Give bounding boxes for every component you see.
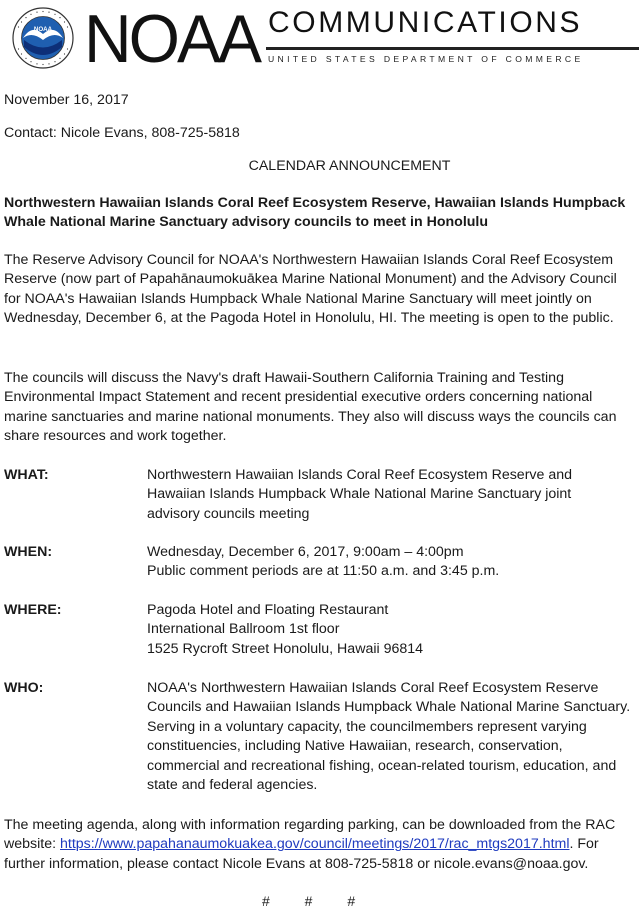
noaa-wordmark: NOAA xyxy=(84,0,260,77)
where-room: International Ballroom 1st floor xyxy=(147,621,340,638)
noaa-seal-logo xyxy=(12,7,74,69)
letterhead xyxy=(0,0,639,80)
closing-contact-text: . For further information, please contact Nicole Evans at 808-725-5818 or nicole.evans@noaa.gov. xyxy=(4,836,599,872)
announcement-type: CALENDAR ANNOUNCEMENT xyxy=(248,158,451,174)
department-subtitle: UNITED STATES DEPARTMENT OF COMMERCE xyxy=(268,54,584,64)
what-label: WHAT: xyxy=(4,467,49,483)
release-date: November 16, 2017 xyxy=(4,92,129,108)
headline: Northwestern Hawaiian Islands Coral Reef Ecosystem Reserve, Hawaiian Islands Humpback Whale National Marine Sanctuary advisory councils to meet in Honolulu xyxy=(4,195,626,231)
where-label: WHERE: xyxy=(4,602,62,618)
where-value xyxy=(147,601,635,659)
intro-paragraph: The Reserve Advisory Council for NOAA's Northwestern Hawaiian Islands Coral Reef Ecosystem Reserve (now part of Papahānaumokuākea Marine National Monument) and the Advisory Council for NOAA's Hawaiian Islands Humpback Whale National Marine Sanctuary will meet jointly on Wednesday, December 6, at the Pagoda Hotel in Honolulu, HI. The meeting is open to the public. xyxy=(4,252,617,327)
closing-paragraph xyxy=(4,816,632,874)
where-address: 1525 Rycroft Street Honolulu, Hawaii 96814 xyxy=(147,640,424,657)
when-value xyxy=(147,543,635,582)
svg-text:NOAA: NOAA xyxy=(33,26,53,33)
where-venue: Pagoda Hotel and Floating Restaurant xyxy=(147,602,389,618)
end-marks: # # # xyxy=(262,893,356,909)
what-value: Northwestern Hawaiian Islands Coral Reef Ecosystem Reserve and Hawaiian Islands Humpback Whale National Marine Sanctuary joint advisory councils meeting xyxy=(147,467,573,522)
when-label: WHEN: xyxy=(4,544,53,560)
header-rule xyxy=(266,47,639,50)
rac-website-link[interactable]: https://www.papahanaumokuakea.gov/council/meetings/2017/rac_mtgs2017.html xyxy=(60,836,570,853)
contact-line: Contact: Nicole Evans, 808-725-5818 xyxy=(4,125,240,141)
closing-text: The meeting agenda, along with information regarding parking, can be downloaded from the RAC website: xyxy=(4,817,616,853)
when-time: Wednesday, December 6, 2017, 9:00am – 4:00pm xyxy=(147,544,464,560)
discussion-paragraph: The councils will discuss the Navy's draft Hawaii-Southern California Training and Testing Environmental Impact Statement and recent presidential executive orders concerning national marine sanctuaries and marine national monuments. They also will discuss ways the councils can share resources and work together. xyxy=(4,370,617,445)
communications-title: COMMUNICATIONS xyxy=(268,6,583,39)
when-comment-periods: Public comment periods are at 11:50 a.m. and 3:45 p.m. xyxy=(147,563,500,580)
who-label: WHO: xyxy=(4,680,44,696)
who-value: NOAA's Northwestern Hawaiian Islands Coral Reef Ecosystem Reserve Councils and Hawaiian Islands Humpback Whale National Marine Sanctuary. Serving in a voluntary capacity, the councilmembers represent varying constituencies, including Native Hawaiian, research, conservation, commercial and recreational fishing, ocean-related tourism, education, and state and federal agencies. xyxy=(147,680,631,794)
